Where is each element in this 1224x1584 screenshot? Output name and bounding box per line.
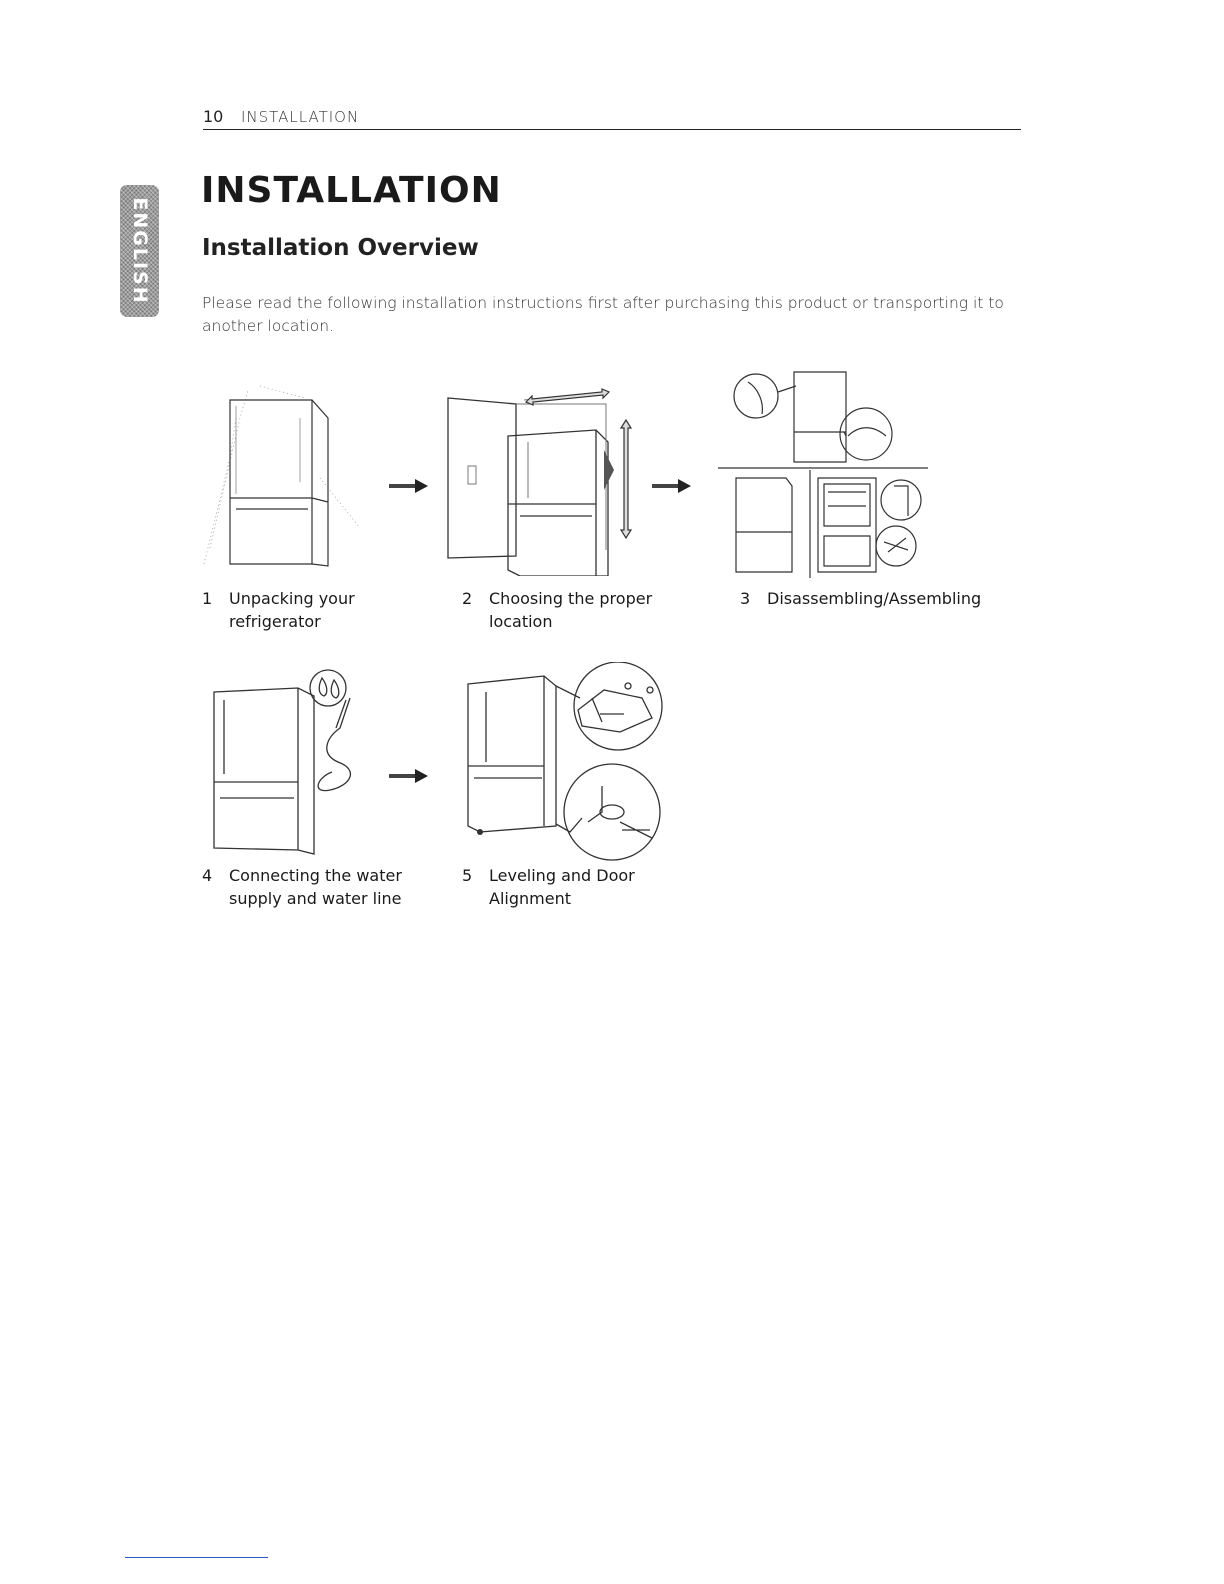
footer-rule <box>125 1557 268 1558</box>
disassembling-illustration <box>716 366 930 580</box>
arrow-right-icon <box>389 768 429 784</box>
step-4-caption <box>202 864 442 912</box>
water-supply-illustration <box>200 658 365 858</box>
page-title: INSTALLATION <box>201 170 502 211</box>
step-label: Leveling and Door Alignment <box>489 866 635 908</box>
intro-paragraph: Please read the following installation instructions first after purchasing this product or transporting it to another location. <box>202 294 1004 335</box>
page-number: 10 <box>203 107 224 126</box>
step-3-caption <box>740 587 1010 611</box>
language-tab-label: ENGLISH <box>128 197 151 305</box>
step-label: Connecting the water supply and water line <box>229 866 402 908</box>
step-number: 1 <box>202 589 213 608</box>
step-label: Disassembling/Assembling <box>767 589 982 608</box>
step-label: Choosing the proper location <box>489 589 653 631</box>
step-label: Unpacking your refrigerator <box>229 589 355 631</box>
arrow-right-icon <box>652 478 692 494</box>
step-2-caption <box>462 587 682 635</box>
page-header <box>203 105 1021 130</box>
step-number: 5 <box>462 866 473 885</box>
arrow-right-icon <box>389 478 429 494</box>
leveling-illustration <box>452 662 672 862</box>
unpacking-refrigerator-illustration <box>200 378 370 574</box>
step-number: 2 <box>462 589 473 608</box>
choosing-location-illustration <box>438 380 648 576</box>
section-subtitle: Installation Overview <box>202 235 479 261</box>
header-section-name: INSTALLATION <box>241 108 360 126</box>
step-number: 4 <box>202 866 213 885</box>
step-1-caption <box>202 587 382 635</box>
step-number: 3 <box>740 589 751 608</box>
step-5-caption <box>462 864 682 912</box>
language-tab <box>120 185 159 317</box>
